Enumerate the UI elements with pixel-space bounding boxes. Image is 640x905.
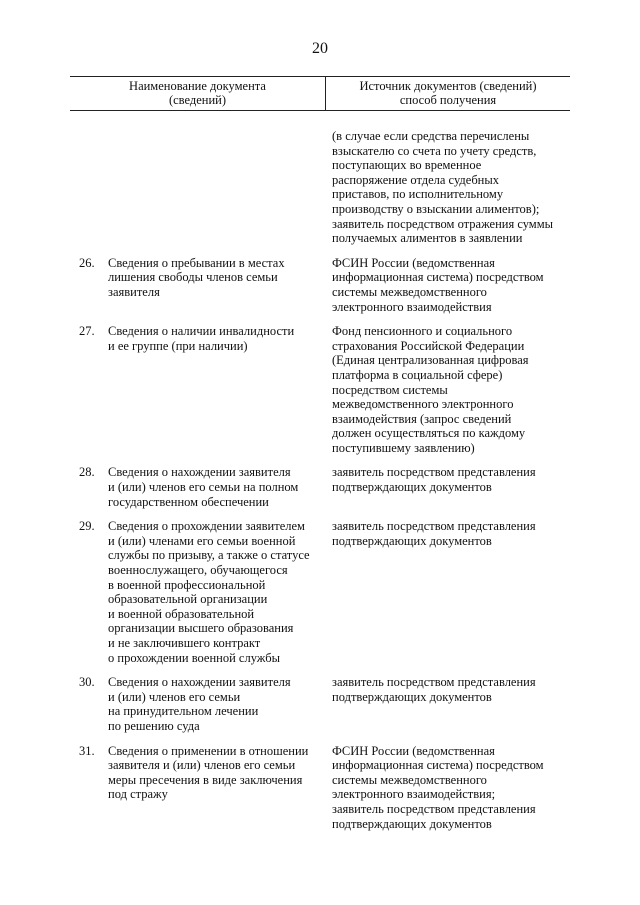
document-source-line: поступившему заявлению) (332, 440, 475, 455)
document-source-line: посредством системы (332, 382, 448, 397)
document-source-line: получаемых алиментов в заявлении (332, 231, 523, 246)
document-name-line: и не заключившего контракт (108, 636, 261, 650)
header-line: (сведений) (168, 93, 227, 107)
document-source-line: распоряжение отдела судебных (332, 172, 500, 187)
table-row (70, 324, 570, 455)
document-name-line: Сведения о нахождении заявителя (108, 465, 291, 480)
header-line: Наименование документа (129, 79, 266, 93)
document-source-line: взыскателю со счета по учету средств, (332, 143, 537, 158)
document-name-line: государственном обеспечении (108, 494, 269, 509)
document-name (106, 465, 326, 509)
table-row (70, 256, 570, 314)
document-name-line: Сведения о пребывании в местах (108, 255, 285, 270)
document-source-line: ФСИН России (ведомственная (332, 255, 495, 270)
header-document-name (70, 77, 326, 110)
document-source-line: поступающих во временное (332, 158, 482, 173)
table-row (70, 744, 570, 832)
table-header (70, 76, 570, 111)
row-number: 31. (79, 743, 95, 758)
document-name-line: и (или) членами его семьи военной (108, 533, 296, 548)
document-name (106, 675, 326, 733)
document-source (326, 744, 570, 832)
row-number: 26. (79, 255, 95, 270)
document-name (106, 324, 326, 455)
document-name-line: Сведения о наличии инвалидности (108, 324, 295, 339)
document-name-line: и (или) членов его семьи на полном (108, 480, 299, 495)
document-name-line: заявителя и (или) членов его семьи (108, 758, 296, 773)
document-name-line: Сведения о нахождении заявителя (108, 675, 291, 690)
row-number: 29. (79, 519, 95, 534)
document-name-line: образовательной организации (108, 592, 268, 607)
document-source-line: заявитель посредством представления (332, 801, 536, 816)
table-row (70, 465, 570, 509)
header-document-source (326, 77, 570, 110)
document-name-line: меры пресечения в виде заключения (108, 772, 303, 787)
document-source-line: системы межведомственного (332, 284, 487, 299)
document-source (326, 324, 570, 455)
document-name-line: и военной образовательной (108, 606, 255, 621)
document-name-line: организации высшего образования (108, 621, 294, 636)
document-source-line: информационная система) посредством (332, 270, 544, 285)
document-name-line: Сведения о применении в отношении (108, 743, 309, 758)
row-number: 27. (79, 324, 95, 339)
header-line: Источник документов (сведений) (359, 79, 537, 93)
document-name (106, 129, 326, 246)
document-source-line: заявитель посредством представления (332, 519, 536, 534)
document-source-line: страхования Российской Федерации (332, 338, 525, 353)
document-source (326, 675, 570, 733)
document-name-line: лишения свободы членов семьи (108, 270, 278, 285)
document-source-line: (в случае если средства перечислены (332, 129, 530, 143)
documents-table (70, 76, 570, 831)
page-number: 20 (312, 40, 328, 57)
document-name-line: по решению суда (108, 718, 200, 733)
document-source-line: заявитель посредством отражения суммы (332, 216, 554, 231)
document-name (106, 256, 326, 314)
document-source-line: межведомственного электронного (332, 397, 514, 412)
document-name-line: и ее группе (при наличии) (108, 338, 248, 353)
document-name-line: заявителя (108, 284, 160, 299)
document-name-line: и (или) членов его семьи (108, 689, 241, 704)
document-source (326, 465, 570, 509)
document-source-line: заявитель посредством представления (332, 465, 536, 480)
document-source-line: электронного взаимодействия (332, 299, 492, 314)
document-source-line: должен осуществляться по каждому (332, 426, 526, 441)
row-number (70, 129, 106, 246)
table-row (70, 519, 570, 665)
table-row (70, 129, 570, 246)
table-body (70, 129, 570, 831)
document-name-line: под стражу (108, 787, 168, 802)
document-source-line: взаимодействия (запрос сведений (332, 411, 512, 426)
document-name (106, 744, 326, 832)
document-name-line: службы по призыву, а также о статусе (108, 548, 310, 563)
document-source-line: ФСИН России (ведомственная (332, 743, 495, 758)
document-source-line: заявитель посредством представления (332, 675, 536, 690)
document-name-line: военнослужащего, обучающегося (108, 563, 288, 578)
document-name-line: на принудительном лечении (108, 704, 259, 719)
row-number: 30. (79, 675, 95, 690)
document-source-line: Фонд пенсионного и социального (332, 324, 513, 339)
document-name-line: в военной профессиональной (108, 577, 266, 592)
document-source-line: подтверждающих документов (332, 816, 492, 831)
document-name-line: Сведения о прохождении заявителем (108, 519, 305, 534)
document-source-line: подтверждающих документов (332, 480, 492, 495)
document-source-line: информационная система) посредством (332, 758, 544, 773)
document-source-line: электронного взаимодействия; (332, 787, 496, 802)
document-name (106, 519, 326, 665)
document-source-line: платформа в социальной сфере) (332, 367, 503, 382)
header-line: способ получения (399, 93, 497, 107)
document-source (326, 129, 570, 246)
document-source (326, 256, 570, 314)
document-name-line: о прохождении военной службы (108, 650, 281, 665)
document-source-line: системы межведомственного (332, 772, 487, 787)
document-source-line: приставов, по исполнительному (332, 187, 504, 202)
document-source-line: подтверждающих документов (332, 689, 492, 704)
document-source-line: производству о взыскании алиментов); (332, 201, 540, 216)
document-source-line: (Единая централизованная цифровая (332, 353, 529, 368)
row-number: 28. (79, 465, 95, 480)
document-source-line: подтверждающих документов (332, 533, 492, 548)
document-source (326, 519, 570, 665)
table-row (70, 675, 570, 733)
